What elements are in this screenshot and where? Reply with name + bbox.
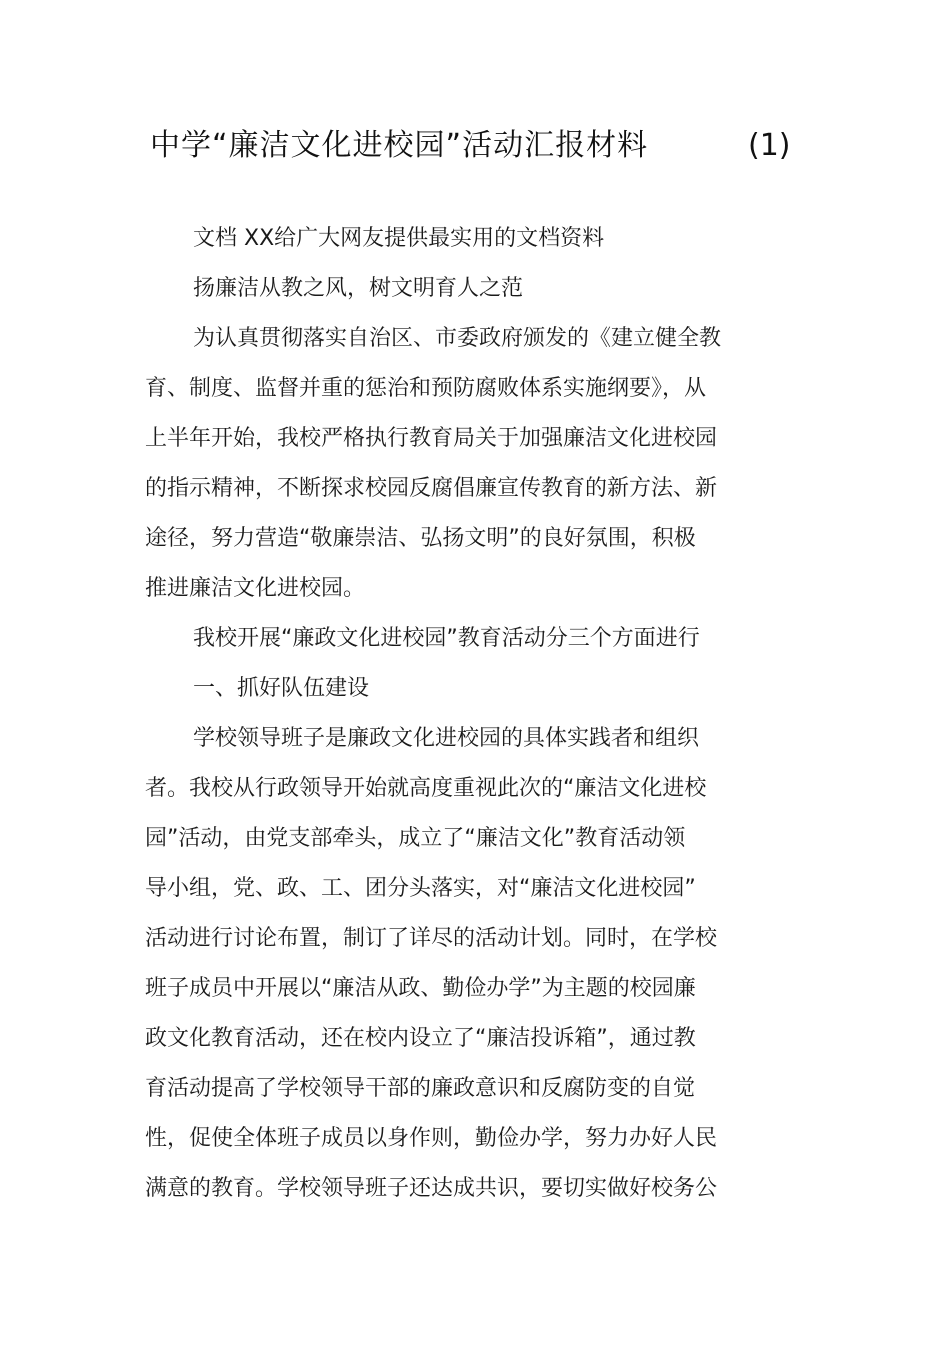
document-title: 中学“廉洁文化进校园”活动汇报材料	[150, 128, 649, 163]
document-title-number: (1)	[748, 128, 791, 163]
document-body	[145, 214, 745, 1214]
paragraph-source-note: 文档 XX给广大网友提供最实用的文档资料	[193, 226, 605, 251]
paragraph-overview: 我校开展“廉政文化进校园”教育活动分三个方面进行	[193, 626, 700, 651]
paragraph-introduction: 为认真贯彻落实自治区、市委政府颁发的《建立健全教 育、制度、监督并重的惩治和预防腐败体系实施纲要》，从 上半年开始，我校严格执行教育局关于加强廉洁文化进校园 的指示精神，不断探求校园反腐倡廉宣传教育的新方法、新 途径，努力营造“敬廉崇洁、弘扬文明”的良好氛围，积极 推进廉洁文化进校园。	[145, 326, 722, 601]
paragraph-slogan: 扬廉洁从教之风，树文明育人之范	[193, 276, 524, 301]
section-heading-1: 一、抓好队伍建设	[193, 676, 370, 701]
paragraph-leadership: 学校领导班子是廉政文化进校园的具体实践者和组织 者。我校从行政领导开始就高度重视此次的“廉洁文化进校 园”活动，由党支部牵头，成立了“廉洁文化”教育活动领 导小组，党、政、工、团分头落实，对“廉洁文化进校园” 活动进行讨论布置，制订了详尽的活动计划。同时，在学校 班子成员中开展以“廉洁从政、勤俭办学”为主题的校园廉 政文化教育活动，还在校内设立了“廉洁投诉箱”，通过教 育活动提高了学校领导干部的廉政意识和反腐防变的自觉 性，促使全体班子成员以身作则，勤俭办学，努力办好人民 满意的教育。学校领导班子还达成共识，要切实做好校务公	[145, 726, 718, 1201]
